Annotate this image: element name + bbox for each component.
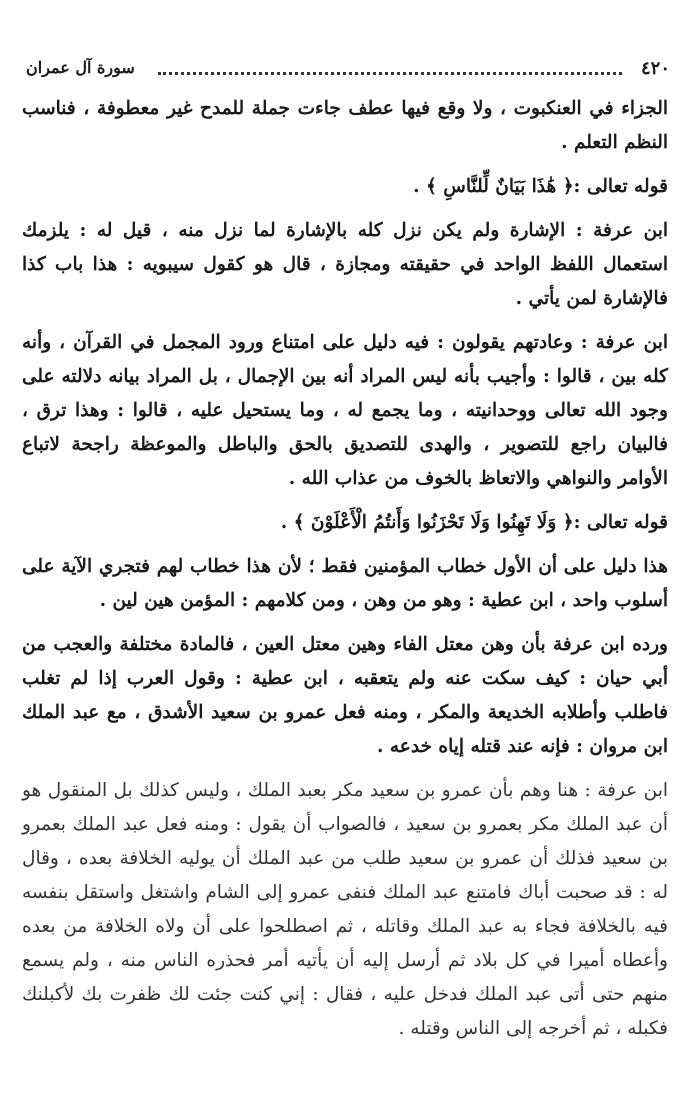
paragraph: ابن عرفة : وعادتهم يقولون : فيه دليل على امتناع ورود المجمل في القرآن ، وأنه كله بين ، قالوا : وأجيب بأنه ليس المراد أنه بين الإجمال ، بل المراد بيانه دلالته على وجود الله تعالى ووحدانيته ، وما يجمع له ، وما يستحيل عليه ، قالوا : وهذا ترق ، فالبيان راجع للتصوير ، والهدى للتصديق بالحق والباطل والموعظة راجحة لاتباع الأوامر والنواهي والاتعاظ بالخوف من عذاب الله . [22,332,668,489]
paragraph: الجزاء في العنكبوت ، ولا وقع فيها عطف جاءت جملة للمدح غير معطوفة ، فناسب النظم التعلم . [22,98,668,153]
paragraph: ابن عرفة : هنا وهم بأن عمرو بن سعيد مكر بعبد الملك ، وليس كذلك بل المنقول هو أن عبد الملك مكر بعمرو بن سعيد ، فالصواب أن يقول : ومنه فعل عبد الملك بعمرو بن سعيد فذلك أن عمرو بن سعيد طلب من عبد الملك أن يوليه الخلافة بعده ، وقال له : قد صحبت أباك فامتنع عبد الملك فنفى عمرو إلى الشام واشتغل واستقل بنفسه فيه بالخلافة فجاء به عبد الملك وقاتله ، ثم اصطلحوا على أن ولاه الخلافة من بعده وأعطاه أميرا في كل بلاد ثم أرسل إليه أن يأتيه أمر فحذره الناس منه ، ولم يسمع منهم حتى أتى عبد الملك فدخل عليه ، فقال : إني كنت جئت لك ظفرت بك لأكبلنك فكبله ، ثم أخرجه إلى الناس وقتله . [22,780,668,1039]
page-number: ٤٢٠ [640,58,670,79]
header-dotted-rule [158,72,622,75]
page-body [22,92,668,1056]
verse-heading: قوله تعالى :﴿ وَلَا تَهِنُوا وَلَا تَحْزَنُوا وَأَنتُمُ الْأَعْلَوْنَ ﴾ . [280,512,668,533]
paragraph: ورده ابن عرفة بأن وهن معتل الفاء وهين معتل العين ، فالمادة مختلفة والعجب من أبي حيان : كيف سكت عنه ولم يتعقبه ، ابن عطية : وقول العرب إذا لم تغلب فاطلب وأطلابه الخديعة والمكر ، ومنه فعل عمرو بن سعيد الأشدق ، مع عبد الملك ابن مروان : فإنه عند قتله إياه خدعه . [22,634,668,757]
surah-title: سورة آل عمران [26,58,135,77]
paragraph: هذا دليل على أن الأول خطاب المؤمنين فقط ؛ لأن هذا خطاب لهم فتجري الآية على أسلوب واحد ، ابن عطية : وهو من وهن ، ومن كلامهم : المؤمن هين لين . [22,556,668,611]
paragraph: ابن عرفة : الإشارة ولم يكن نزل كله بالإشارة لما نزل منه ، قيل له : يلزمك استعمال اللفظ الواحد في حقيقته ومجازة ، قال هو كقول سيبويه : هذا باب كذا فالإشارة لمن يأتي . [22,220,668,309]
page-header [26,58,670,82]
verse-heading: قوله تعالى :﴿ هَٰذَا بَيَانٌ لِّلنَّاسِ ﴾ . [413,176,668,197]
